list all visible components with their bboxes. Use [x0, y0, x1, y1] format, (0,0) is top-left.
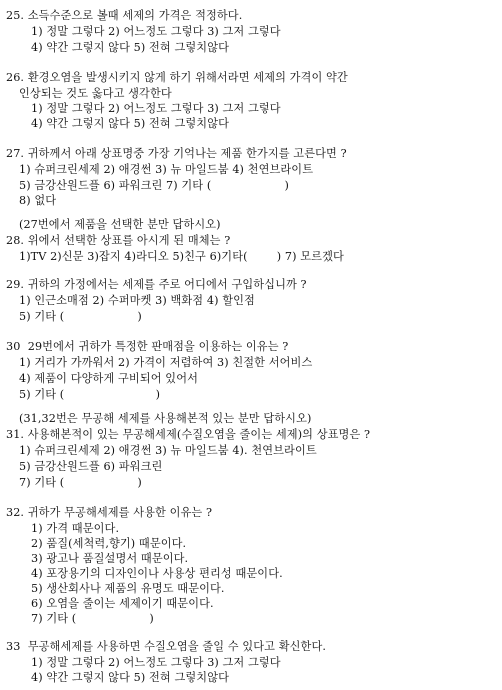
q32-option-3: 3) 광고나 품질설명서 때문이다.	[31, 552, 189, 565]
q29-options-line2: 5) 기타 ( )	[19, 310, 142, 323]
q32-option-6: 6) 오염을 줄이는 세제이기 때문이다.	[31, 597, 214, 610]
q33-options-line1: 1) 정말 그렇다 2) 어느정도 그렇다 3) 그저 그렇다	[31, 656, 281, 669]
q25-options-line2: 4) 약간 그렇지 않다 5) 전혀 그렇치않다	[31, 41, 230, 54]
q27-heading: 27. 귀하께서 아래 상표명중 가장 기억나는 제품 한가지를 고른다면 ?	[6, 147, 347, 160]
q28-options-line1: 1)TV 2)신문 3)잡지 4)라디오 5)친구 6)기타( ) 7) 모르겠다	[19, 250, 344, 263]
q31-options-line2: 5) 금강산원드플 6) 파워크린	[19, 460, 163, 473]
q26-heading-cont: 인상되는 것도 옳다고 생각한다	[19, 87, 172, 100]
q32-option-5: 5) 생산회사나 제품의 유명도 때문이다.	[31, 582, 225, 595]
q31-heading: 31. 사용해본적이 있는 무공해세제(수질오염을 줄이는 세제)의 상표명은 ?	[6, 428, 371, 441]
q32-option-2: 2) 품질(세척력,향기) 때문이다.	[31, 537, 187, 550]
q29-heading: 29. 귀하의 가정에서는 세제를 주로 어디에서 구입하십니까 ?	[6, 278, 307, 291]
q26-options-line1: 1) 정말 그렇다 2) 어느정도 그렇다 3) 그저 그렇다	[31, 102, 281, 115]
q32-heading: 32. 귀하가 무공해세제를 사용한 이유는 ?	[6, 506, 213, 519]
q31-note: (31,32번은 무공해 세제를 사용해본적 있는 분만 답하시오)	[19, 412, 312, 425]
q30-options-line1: 1) 거리가 가까워서 2) 가격이 저렴하여 3) 친절한 서어비스	[19, 356, 313, 369]
q31-options-line3: 7) 기타 ( )	[19, 476, 142, 489]
q27-options-line3: 8) 없다	[19, 194, 57, 207]
q33-options-line2: 4) 약간 그렇지 않다 5) 전혀 그렇치않다	[31, 671, 230, 684]
q32-option-7: 7) 기타 ( )	[31, 612, 154, 625]
q30-heading: 30 29번에서 귀하가 특정한 판매점을 이용하는 이유는 ?	[6, 340, 289, 353]
q30-options-line2: 4) 제품이 다양하게 구비되어 있어서	[19, 372, 199, 385]
q29-options-line1: 1) 인근소매점 2) 수퍼마켓 3) 백화점 4) 할인점	[19, 294, 255, 307]
q30-options-line3: 5) 기타 ( )	[19, 388, 161, 401]
q26-options-line2: 4) 약간 그렇지 않다 5) 전혀 그렇치않다	[31, 117, 230, 130]
q32-option-4: 4) 포장용기의 디자인이나 사용상 편리성 때문이다.	[31, 567, 283, 580]
q28-heading: 28. 위에서 선택한 상표를 아시게 된 매체는 ?	[6, 234, 231, 247]
q27-options-line2: 5) 금강산원드플 6) 파워크린 7) 기타 ( )	[19, 179, 289, 192]
q28-note: (27번에서 제품을 선택한 분만 답하시오)	[19, 218, 221, 231]
q31-options-line1: 1) 슈퍼크린세제 2) 애경썬 3) 뉴 마일드붐 4). 천연브라이트	[19, 444, 317, 457]
q33-heading: 33 무공해세제를 사용하면 수질오염을 줄일 수 있다고 확신한다.	[6, 640, 327, 653]
q25-heading: 25. 소득수준으로 볼때 세제의 가격은 적정하다.	[6, 9, 243, 22]
q26-heading: 26. 환경오염을 발생시키지 않게 하기 위해서라면 세제의 가격이 약간	[6, 71, 348, 84]
q27-options-line1: 1) 슈퍼크린세제 2) 애경썬 3) 뉴 마일드붐 4) 천연브라이트	[19, 163, 314, 176]
q32-option-1: 1) 가격 때문이다.	[31, 522, 120, 535]
q25-options-line1: 1) 정말 그렇다 2) 어느정도 그렇다 3) 그저 그렇다	[31, 25, 281, 38]
